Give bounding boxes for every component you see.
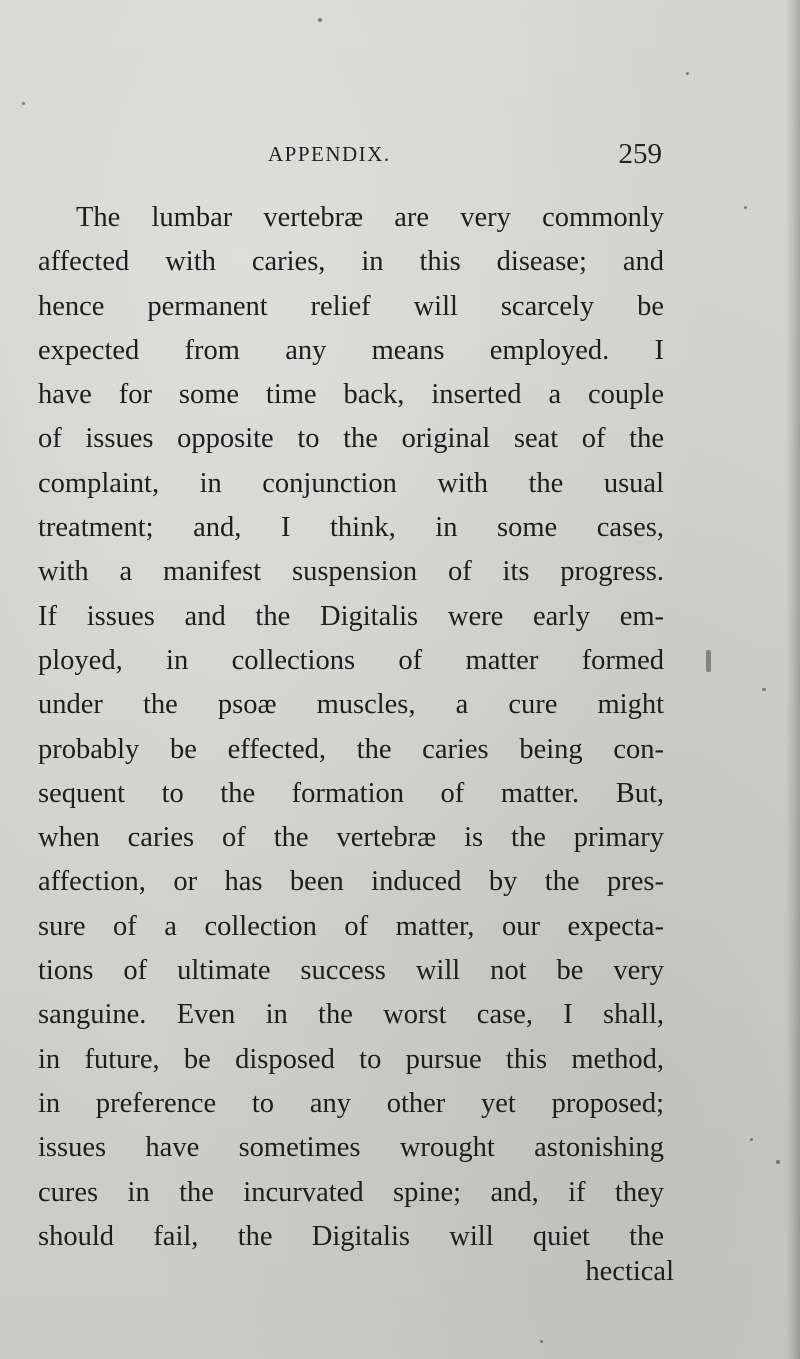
text-line: expected from any means employed. I xyxy=(38,334,664,366)
text-line: If issues and the Digitalis were early em- xyxy=(38,600,664,632)
text-line: cures in the incurvated spine; and, if they xyxy=(38,1176,664,1208)
text-line: under the psoæ muscles, a cure might xyxy=(38,689,664,721)
paper-speck xyxy=(540,1340,543,1343)
text-line: with a manifest suspension of its progress. xyxy=(38,556,664,588)
paper-speck xyxy=(776,1160,780,1164)
page-number: 259 xyxy=(618,138,662,170)
paper-speck xyxy=(318,18,322,22)
text-line: affected with caries, in this disease; and xyxy=(38,246,664,278)
text-line: when caries of the vertebræ is the primary xyxy=(38,822,664,854)
text-line: affection, or has been induced by the pres- xyxy=(38,866,664,898)
text-line: sure of a collection of matter, our expecta- xyxy=(38,910,664,942)
text-line: probably be effected, the caries being con- xyxy=(38,733,664,765)
text-line: The lumbar vertebræ are very commonly xyxy=(76,202,664,233)
paper-speck xyxy=(762,688,766,691)
text-line: complaint, in conjunction with the usual xyxy=(38,467,664,499)
body-paragraph xyxy=(38,196,664,1259)
text-line: hence permanent relief will scarcely be xyxy=(38,290,664,322)
text-line: have for some time back, inserted a couple xyxy=(38,379,664,411)
running-head xyxy=(40,138,662,178)
paper-speck xyxy=(686,72,689,75)
paper-speck xyxy=(744,206,747,209)
paper-speck xyxy=(22,102,25,105)
catchword: hectical xyxy=(585,1256,674,1287)
text-line: ployed, in collections of matter formed xyxy=(38,644,664,676)
text-line: should fail, the Digitalis will quiet the xyxy=(38,1220,664,1252)
text-line: of issues opposite to the original seat of the xyxy=(38,423,664,455)
page-edge-shadow xyxy=(786,0,800,1359)
text-line: sequent to the formation of matter. But, xyxy=(38,777,664,809)
text-line: in future, be disposed to pursue this method, xyxy=(38,1043,664,1075)
text-line: in preference to any other yet proposed; xyxy=(38,1087,664,1119)
running-head-title: APPENDIX. xyxy=(268,142,391,166)
text-line: tions of ultimate success will not be very xyxy=(38,955,664,987)
paper-speck xyxy=(706,650,711,672)
paper-speck xyxy=(750,1138,753,1141)
text-line: sanguine. Even in the worst case, I shall, xyxy=(38,999,664,1031)
text-line: issues have sometimes wrought astonishing xyxy=(38,1132,664,1164)
text-line: treatment; and, I think, in some cases, xyxy=(38,512,664,544)
